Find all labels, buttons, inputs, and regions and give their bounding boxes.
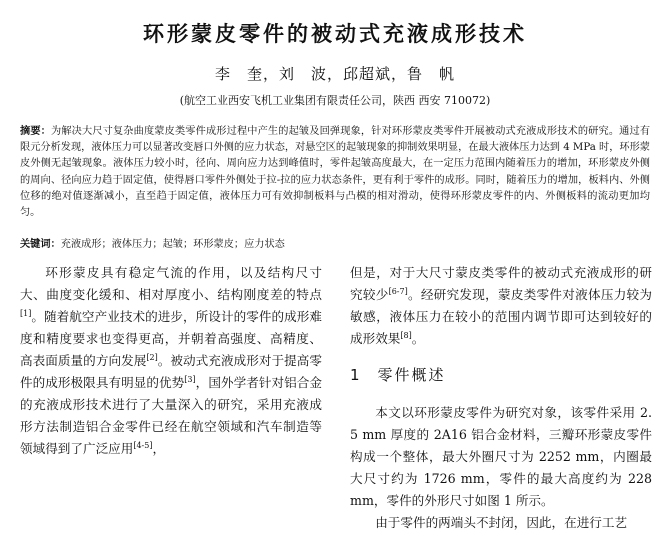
citation: [4-5] bbox=[133, 441, 153, 450]
text-run: 。被动式充液成形对于提高零件的成形极限具有明显的优势 bbox=[20, 353, 323, 390]
author-list: 李 奎，刘 波，邱超斌，鲁 帆 bbox=[214, 65, 455, 83]
abstract bbox=[20, 124, 650, 221]
left-column bbox=[20, 262, 322, 460]
citation: [1] bbox=[20, 309, 32, 318]
citation: [2] bbox=[146, 353, 158, 362]
abstract-label: 摘要： bbox=[20, 126, 51, 137]
keywords bbox=[20, 237, 650, 253]
affiliation: (航空工业西安飞机工业集团有限责任公司，陕西 西安 710072) bbox=[179, 94, 491, 107]
text-run: 。 bbox=[411, 331, 425, 346]
section-title: 零件概述 bbox=[377, 366, 446, 384]
citation: [6-7] bbox=[388, 287, 408, 296]
body-paragraph: 本文以环形蒙皮零件为研究对象，该零件采用 2. 5 mm 厚度的 2A16 铝合金材料，三瓣环形蒙皮零件构成一个整体，最大外圈尺寸为 2252 mm，内圈最大尺寸约为 1726 mm，零件的最大高度约为 228 mm，零件的外形尺寸如图 1 所示。 bbox=[350, 405, 652, 508]
section-number: 1 bbox=[350, 366, 362, 384]
section-heading bbox=[350, 364, 652, 386]
citation: [3] bbox=[184, 375, 196, 384]
keywords-text: 充液成形；液体压力；起皱；环形蒙皮；应力状态 bbox=[60, 239, 285, 250]
text-run: 。经研究发现，蒙皮类零件对液体压力较为敏感，液体压力在较小的范围内调节即可达到较好的成形效果 bbox=[350, 287, 653, 346]
citation: [8] bbox=[400, 331, 412, 340]
text-run: 。随着航空产业技术的进步，所设计的零件的成形难度和精度要求也变得更高，并朝着高强度、高精度、高表面质量的方向发展 bbox=[20, 309, 322, 368]
text-run: ，国外学者针对铝合金的充液成形技术进行了大量深入的研究，采用充液成形方法制造铝合金零件已经在航空领域和汽车制造等领域得到了广泛应用 bbox=[20, 375, 323, 456]
body-paragraph bbox=[20, 262, 322, 460]
abstract-text: 为解决大尺寸复杂曲度蒙皮类零件成形过程中产生的起皱及回弹现象，针对环形蒙皮类零件开展被动式充液成形技术的研究。通过有限元分析发现，液体压力可以显著改变唇口外侧的应力状态，对悬空区的起皱现象的抑制效果明显，在最大液体压力达到 4 MPa 时，环形蒙皮外侧无起皱现象。液体压力较小时，径向、周向应力达到峰值时，零件起皱高度最大，在一定压力范围内随着压力的增加，环形蒙皮外侧的周向、径向应力趋于固定值，使得唇口零件外侧处于拉-拉的应力状态条件，更有利于零件的成形。同时，随着压力的增加，板料内、外侧位移的绝对值逐渐减小，直至趋于固定值，液体压力可有效抑制板料与凸模的相对滑动，使得环形蒙皮零件的内、外侧板料的流动更加均匀。 bbox=[20, 126, 651, 219]
text-run: 但是，对于大尺寸蒙皮类零件的被动式充液成形的研究较少 bbox=[350, 265, 652, 302]
text-run: ， bbox=[152, 441, 166, 456]
right-column bbox=[350, 262, 652, 534]
text-run: 环形蒙皮具有稳定气流的作用，以及结构尺寸大、曲度变化缓和、相对厚度小、结构刚度差的特点 bbox=[20, 265, 322, 302]
paper-title: 环形蒙皮零件的被动式充液成形技术 bbox=[143, 22, 527, 46]
body-paragraph: 由于零件的两端头不封闭，因此，在进行工艺 bbox=[375, 515, 628, 530]
keywords-label: 关键词： bbox=[20, 239, 61, 250]
body-paragraph bbox=[350, 262, 652, 350]
